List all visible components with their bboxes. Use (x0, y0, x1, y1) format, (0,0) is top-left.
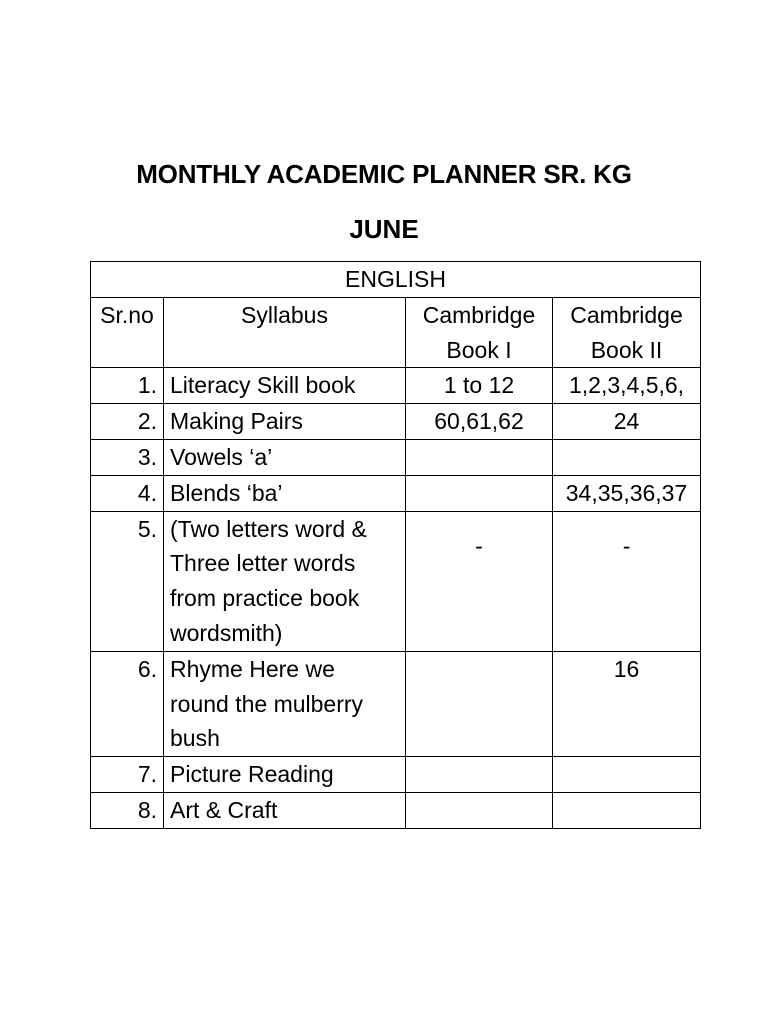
table-row (91, 792, 701, 828)
syllabus-line: Vowels ‘a’ (170, 443, 273, 470)
book2-cell: 1,2,3,4,5,6, (553, 368, 701, 404)
syllabus-line: Blends ‘ba’ (170, 479, 283, 506)
book1-header-line1: Cambridge (422, 301, 536, 328)
book1-cell (406, 651, 553, 756)
book1-cell (406, 757, 553, 793)
book1-cell (406, 475, 553, 511)
syllabus-line: round the mulberry (170, 690, 364, 717)
row-number: 4. (91, 475, 164, 511)
syllabus-line: Art & Craft (170, 796, 278, 823)
table-row (91, 439, 701, 475)
header-row (91, 297, 701, 368)
book2-cell (553, 757, 701, 793)
row-number: 6. (91, 651, 164, 756)
table-row (91, 757, 701, 793)
syllabus-line: Three letter words (170, 550, 356, 577)
syllabus-line: Picture Reading (170, 761, 334, 788)
syllabus-line: from practice book (170, 585, 360, 612)
book2-header-line1: Cambridge (570, 301, 683, 328)
month-heading: JUNE (349, 214, 419, 244)
syllabus-line: wordsmith) (170, 619, 283, 646)
syllabus-cell (164, 368, 406, 404)
book2-header (553, 297, 701, 368)
book2-cell (553, 792, 701, 828)
book2-cell: - (553, 511, 701, 651)
table-row (91, 475, 701, 511)
syllabus-cell (164, 475, 406, 511)
sr-no-header: Sr.no (91, 297, 164, 368)
table-row (91, 511, 701, 651)
row-number: 1. (91, 368, 164, 404)
table-row (91, 651, 701, 756)
syllabus-cell (164, 757, 406, 793)
book1-cell (406, 792, 553, 828)
syllabus-line: Literacy Skill book (170, 372, 356, 399)
syllabus-line: bush (170, 725, 220, 752)
syllabus-line: Rhyme Here we (170, 655, 335, 682)
table-row (91, 404, 701, 440)
row-number: 7. (91, 757, 164, 793)
page-title: MONTHLY ACADEMIC PLANNER SR. KG (136, 159, 632, 189)
row-number: 2. (91, 404, 164, 440)
book1-header (406, 297, 553, 368)
row-number: 5. (91, 511, 164, 651)
syllabus-line: Making Pairs (170, 408, 303, 435)
book2-cell (553, 439, 701, 475)
book1-cell: 1 to 12 (406, 368, 553, 404)
syllabus-cell (164, 511, 406, 651)
subject-heading: ENGLISH (91, 262, 701, 298)
syllabus-cell (164, 404, 406, 440)
book2-cell: 34,35,36,37 (553, 475, 701, 511)
syllabus-header: Syllabus (164, 297, 406, 368)
book1-cell: 60,61,62 (406, 404, 553, 440)
row-number: 8. (91, 792, 164, 828)
table-body (91, 368, 701, 828)
syllabus-cell (164, 651, 406, 756)
row-number: 3. (91, 439, 164, 475)
book2-cell: 16 (553, 651, 701, 756)
table-row (91, 368, 701, 404)
book2-header-line2: Book II (590, 336, 663, 363)
syllabus-line: (Two letters word & (170, 515, 367, 542)
book1-cell (406, 439, 553, 475)
planner-table (90, 261, 701, 829)
syllabus-cell (164, 439, 406, 475)
book1-cell: - (406, 511, 553, 651)
book1-header-line2: Book I (446, 336, 512, 363)
syllabus-cell (164, 792, 406, 828)
book2-cell: 24 (553, 404, 701, 440)
subject-row (91, 262, 701, 298)
